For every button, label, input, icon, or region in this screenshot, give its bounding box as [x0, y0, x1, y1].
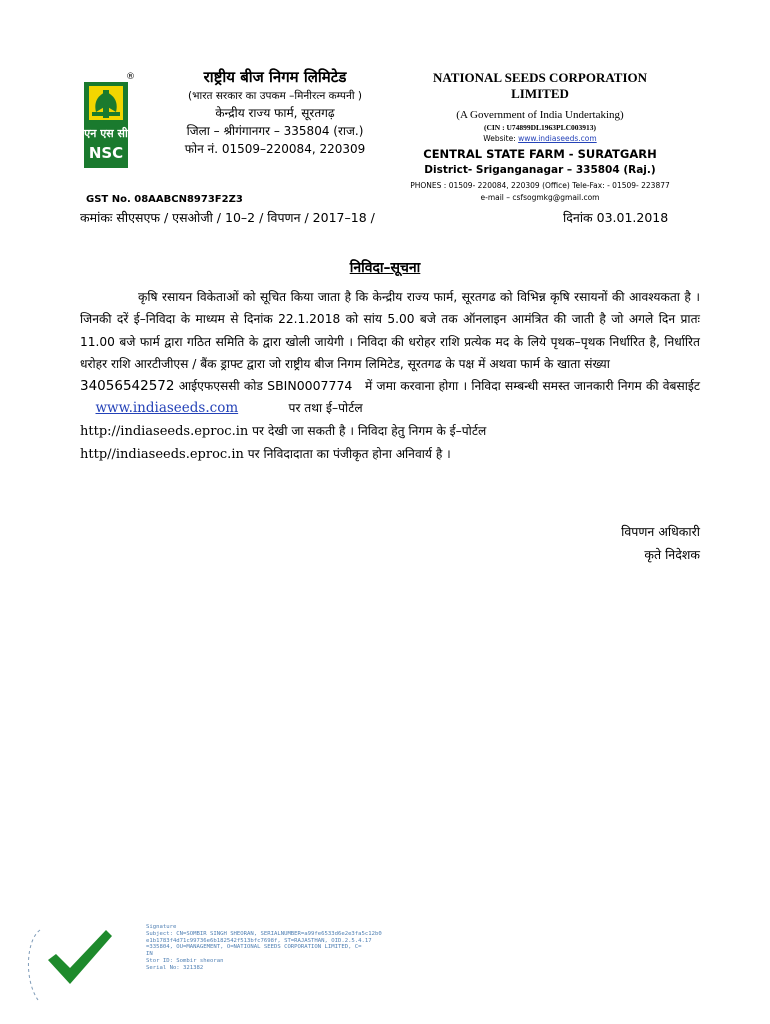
nsc-logo-icon	[84, 82, 128, 168]
reference-number: कमांकः सीएसएफ / एसओजी / 10–2 / विपणन / 2017–18 /	[80, 210, 375, 225]
gst-number: GST No. 08AABCN8973F2Z3	[86, 194, 243, 205]
english-org-subtitle: (A Government of India Undertaking)	[456, 109, 624, 121]
digital-signature-details	[146, 924, 396, 972]
notice-title: निविदा–सूचना	[349, 260, 421, 276]
english-farm-name: CENTRAL STATE FARM - SURATGARH	[423, 147, 657, 161]
body-part-3: पर तथा ई–पोर्टल	[288, 401, 363, 416]
sig-line: Serial No: 321382	[146, 964, 204, 971]
cin-number: (CIN : U74899DL1963PLC003913)	[483, 123, 597, 132]
hindi-org-subtitle: (भारत सरकार का उपकम –मिनीरत्न कम्पनी )	[188, 90, 362, 102]
hindi-district: जिला – श्रीगंगानगर – 335804 (राज.)	[186, 124, 364, 138]
english-phones: PHONES : 01509- 220084, 220309 (Office) Tele-Fax: - 01509- 223877	[410, 181, 670, 190]
eportal-url-2: http//indiaseeds.eproc.in	[80, 447, 244, 463]
body-website-link[interactable]: www.indiaseeds.com	[95, 400, 239, 417]
body-part-1: कृषि रसायन विकेताओं को सूचित किया जाता है कि केन्द्रीय राज्य फार्म, सूरतगढ को विभिन्न कृषि रसायनों की आवश्यकता है । जिनकी दरें ई–निविदा के माध्यम से दिनांक 22.1.2018 को सांय 5.00 बजे तक ऑनलाइन आमंत्रित की जाती है जो अगले दिन प्रातः 11.00 बजे फार्म द्वारा गठित समिति के द्वारा खोली जायेगी । निविदा की धरोहर राशि प्रत्येक मद के लिये पृथक–पृथक निर्धारित है, निर्धारित धरोहर राशि आरटीजीएस / बैंक ड्राफ्ट द्वारा जो राष्ट्रीय बीज निगम लिमिटेड, सूरतगढ के पक्ष में अथवा फार्म के खाता संख्या	[80, 290, 700, 371]
ifsc-code: SBIN0007774	[267, 378, 353, 394]
hindi-phone: फोन नं. 01509–220084, 220309	[184, 142, 366, 156]
signatory-designation: विपणन अधिकारी	[621, 524, 700, 539]
account-number: 34056542572	[80, 378, 175, 395]
notice-title-wrap	[0, 258, 770, 277]
notice-body	[80, 286, 700, 466]
body-part-2: में जमा करवाना होगा । निविदा सम्बन्धी समस्त जानकारी निगम की वेबसाईट	[365, 379, 700, 394]
website-line	[395, 133, 685, 144]
logo-hindi-text: एन एस सी	[84, 127, 128, 140]
hindi-org-name: राष्ट्रीय बीज निगम लिमिटेड	[203, 68, 347, 86]
header-website-link[interactable]: www.indiaseeds.com	[518, 134, 597, 143]
hindi-letterhead	[150, 66, 400, 158]
website-label: Website:	[483, 134, 519, 143]
checkmark-icon	[44, 926, 114, 986]
english-letterhead	[395, 70, 685, 204]
sig-line: =335804, OU=MANAGEMENT, O=NATIONAL SEEDS CORPORATION LIMITED, C=	[146, 944, 362, 951]
sig-line: Signature	[146, 924, 177, 930]
english-org-name-line2: LIMITED	[511, 86, 569, 101]
sig-line: Subject: CN=SOMBIR SINGH SHEORAN, SERIALNUMBER=a99fe6533d6e2e3fa5c12b0	[146, 930, 382, 937]
hindi-farm-name: केन्द्रीय राज्य फार्म, सूरतगढ़	[215, 106, 335, 120]
letter-date: दिनांक 03.01.2018	[563, 210, 669, 225]
signatory-for: कृते निदेशक	[644, 547, 700, 562]
body-part-4: पर देखी जा सकती है । निविदा हेतु निगम के ई–पोर्टल	[252, 423, 487, 438]
sig-line: Stor ID: Sombir sheoran	[146, 957, 224, 964]
signatory-block	[560, 520, 700, 566]
english-email: e-mail – csfsogmkg@gmail.com	[480, 193, 600, 202]
eportal-url-1: http://indiaseeds.eproc.in	[80, 423, 249, 439]
english-org-name-line1: NATIONAL SEEDS CORPORATION	[432, 70, 648, 85]
body-ifsc-label: आईएफएससी कोड	[178, 379, 263, 394]
english-district: District- Sriganganagar – 335804 (Raj.)	[424, 164, 656, 176]
sig-line: IN	[146, 951, 153, 958]
sig-line: e1b1783f4d71c99736e6b182542f513bfc7698f, ST=RAJASTHAN, OID.2.5.4.17	[146, 937, 372, 944]
body-part-5: पर निविदादाता का पंजीकृत होना अनिवार्य है ।	[247, 447, 451, 462]
registered-mark: ®	[126, 72, 135, 82]
logo-english-text: NSC	[88, 144, 124, 162]
